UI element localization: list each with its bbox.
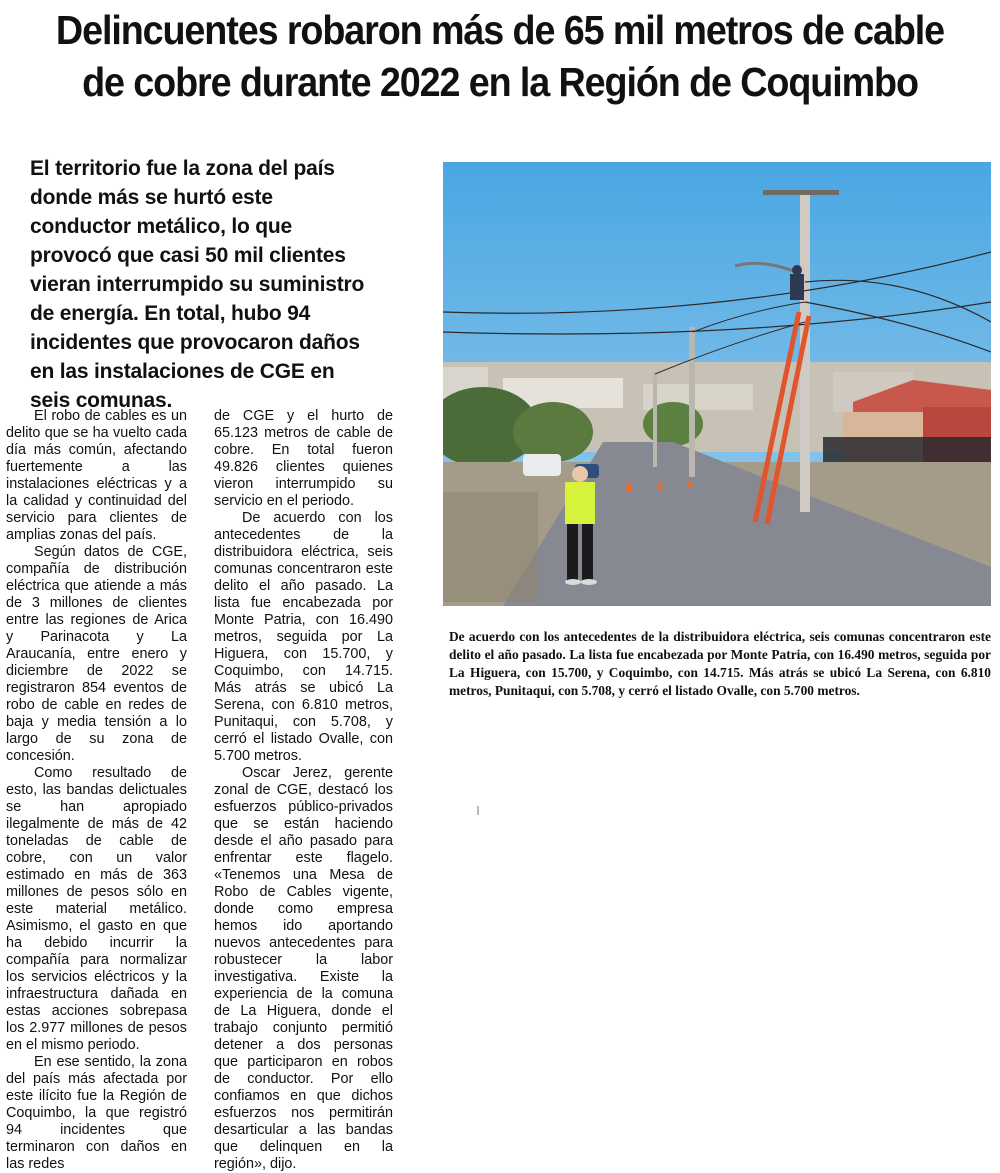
body-paragraph: En ese sentido, la zona del país más afectada por este ilícito fue la Región de Coquimbo, la que registró 94 incidentes que terminaron con daños en las redes — [6, 1054, 187, 1172]
news-photo — [443, 162, 991, 606]
photo-caption: De acuerdo con los antecedentes de la distribuidora eléctrica, seis comunas concentraron este delito el año pasado. La lista fue encabezada por Monte Patria, con 16.490 metros, seguida por La Higuera, con 15.700, y Coquimbo, con 14.715. Más atrás se ubicó La Serena, con 6.810 metros, Punitaqui, con 5.708, y cerró el listado Ovalle, con 5.700 metros. — [449, 629, 991, 698]
body-column-1 — [6, 408, 187, 1173]
body-paragraph: Según datos de CGE, compañía de distribución eléctrica que atiende a más de 3 millones de clientes entre las regiones de Arica y Parinacota y La Araucanía, entre enero y diciembre de 2022 se registraron 854 eventos de robo de cable en redes de baja y media tensión a lo largo de su zona de concesión. — [6, 544, 187, 764]
body-column-2 — [214, 408, 393, 1173]
body-paragraph: Como resultado de esto, las bandas delictuales se han apropiado ilegalmente de más de 42 toneladas de cable de cobre, con un valor estimado en más de 363 millones de pesos sólo en este material metálico. Asimismo, el gasto en que ha debido incurrir la compañía para normalizar los servicios eléctricos y la infraestructura dañada en estas acciones sobrepasa los 2.977 millones de pesos en el mismo periodo. — [6, 765, 187, 1053]
body-paragraph: de CGE y el hurto de 65.123 metros de cable de cobre. En total fueron 49.826 clientes quienes vieron interrumpido su servicio en el periodo. — [214, 408, 393, 509]
body-paragraph: De acuerdo con los antecedentes de la distribuidora eléctrica, seis comunas concentraron este delito el año pasado. La lista fue encabezada por Monte Patria, con 16.490 metros, seguida por La Higuera, con 15.700, y Coquimbo, con 14.715. Más atrás se ubicó La Serena, con 6.810 metros, Punitaqui, con 5.708, y cerró el listado Ovalle, con 5.700 metros. — [214, 510, 393, 764]
body-paragraph: Oscar Jerez, gerente zonal de CGE, destacó los esfuerzos público-privados que se están haciendo desde el año pasado para enfrentar este flagelo. «Tenemos una Mesa de Robo de Cables vigente, donde como empresa hemos ido aportando nuevos antecedentes para robustecer la labor investigativa. Existe la experiencia de la comuna de La Higuera, donde el trabajo conjunto permitió detener a dos personas que participaron en robos de conductor. Por ello confiamos en que dichos esfuerzos nos permitirán desarticular a las bandas que delinquen en la región», dijo. — [214, 765, 393, 1172]
headline: Delincuentes robaron más de 65 mil metros de cable de cobre durante 2022 en la Región de Coquimbo — [55, 7, 945, 105]
lead-paragraph: El territorio fue la zona del país donde más se hurtó este conductor metálico, lo que provocó que casi 50 mil clientes vieran interrumpido su suministro de energía. En total, hubo 94 incidentes que provocaron daños en las instalaciones de CGE en seis comunas. — [30, 157, 365, 412]
body-paragraph: El robo de cables es un delito que se ha vuelto cada día más común, afectando fuertemente a las instalaciones eléctricas y a la calidad y continuidad del servicio para clientes de amplias zonas del país. — [6, 408, 187, 543]
decorative-mark — [477, 806, 479, 815]
